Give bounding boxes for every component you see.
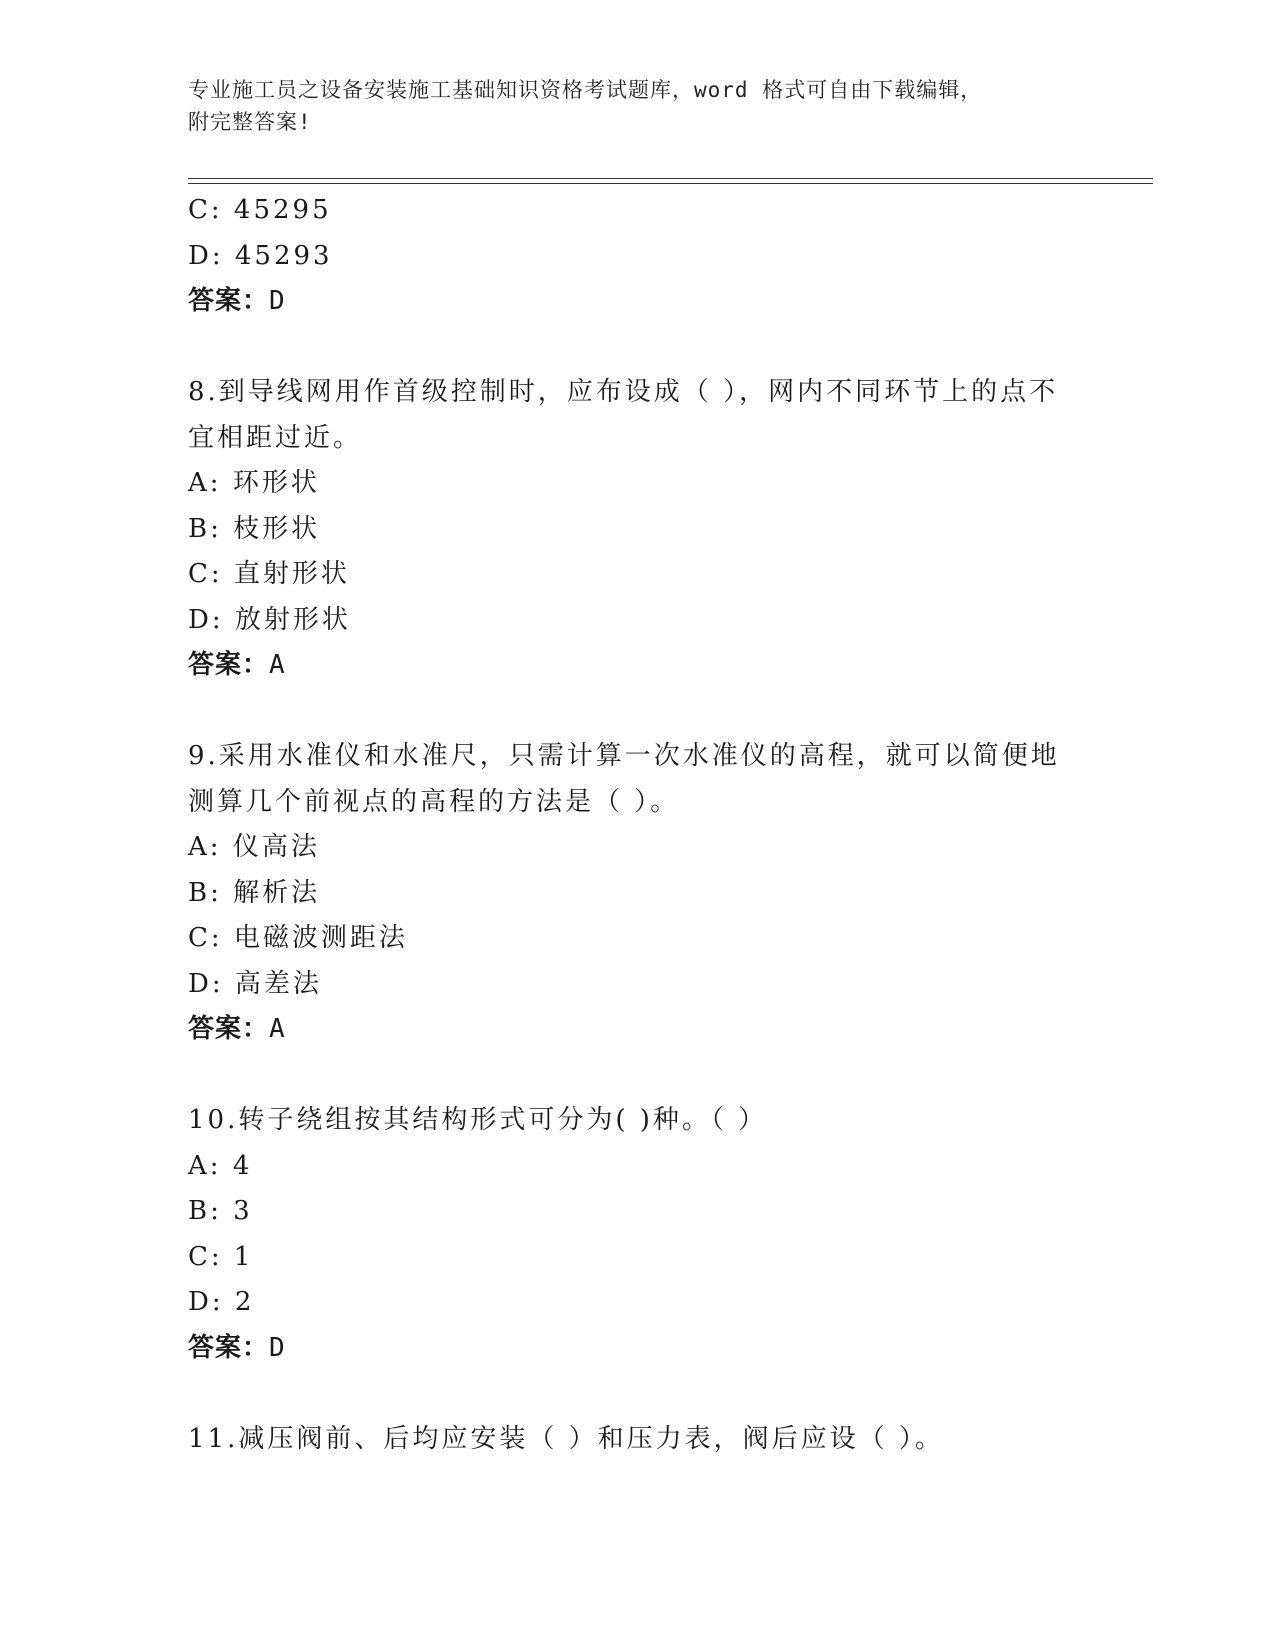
option-label: A:	[188, 1150, 233, 1181]
option-c	[188, 1235, 1088, 1281]
option-c	[188, 916, 1088, 962]
option-c	[188, 552, 1088, 598]
option-text: 环形状	[232, 468, 320, 498]
answer-value: D	[269, 1332, 286, 1363]
answer-line	[188, 1326, 1088, 1372]
option-b	[188, 1189, 1088, 1235]
answer-label: 答案：	[188, 650, 270, 680]
option-label: B:	[188, 1196, 234, 1226]
page-header	[188, 74, 1088, 138]
option-label: C:	[188, 195, 234, 225]
option-label: D:	[188, 968, 235, 999]
option-b	[188, 871, 1088, 917]
answer-value: D	[269, 286, 286, 316]
answer-line	[188, 643, 1088, 689]
header-line-1: 专业施工员之设备安装施工基础知识资格考试题库，word 格式可自由下载编辑，	[188, 78, 983, 102]
option-text: 解析法	[233, 877, 321, 908]
answer-label: 答案：	[188, 1332, 270, 1363]
option-text: 45293	[234, 240, 333, 271]
option-a	[188, 461, 1088, 507]
question-stem-line-2: 宜相距过近。	[188, 422, 363, 453]
question-9	[188, 734, 1088, 1053]
header-divider-bottom	[188, 183, 1153, 184]
option-text: 仪高法	[232, 832, 320, 862]
option-label: D:	[188, 1287, 235, 1317]
option-label: C:	[188, 923, 234, 953]
option-label: C:	[188, 559, 234, 589]
option-label: A:	[188, 468, 233, 498]
answer-value: A	[269, 650, 286, 680]
question-stem-line-1: 9.采用水准仪和水准尺，只需计算一次水准仪的高程，就可以简便地	[188, 741, 1060, 771]
answer-line	[188, 1007, 1088, 1053]
option-label: D:	[188, 240, 235, 271]
option-text: 高差法	[234, 968, 322, 999]
option-a	[188, 1144, 1088, 1190]
question-8	[188, 370, 1088, 689]
answer-label: 答案：	[188, 286, 270, 316]
option-text: 4	[232, 1150, 253, 1181]
option-d	[188, 1280, 1088, 1326]
option-label: A:	[188, 832, 233, 862]
spacer	[188, 689, 1088, 735]
option-text: 直射形状	[233, 559, 350, 589]
question-11	[188, 1417, 1088, 1463]
question-10	[188, 1098, 1088, 1371]
question-content	[188, 188, 1088, 1462]
question-7-tail	[188, 188, 1088, 325]
header-line-2: 附完整答案!	[188, 110, 312, 134]
option-text: 2	[234, 1287, 255, 1317]
option-a	[188, 825, 1088, 871]
question-stem-line-1: 11.减压阀前、后均应安装（ ）和压力表，阀后应设（ ）。	[188, 1423, 944, 1454]
question-stem-line-1: 10.转子绕组按其结构形式可分为( )种。（ ）	[188, 1105, 768, 1135]
option-d	[188, 962, 1088, 1008]
answer-value: A	[269, 1014, 286, 1044]
option-d	[188, 598, 1088, 644]
answer-line	[188, 279, 1088, 325]
option-b	[188, 507, 1088, 553]
answer-label: 答案：	[188, 1014, 270, 1044]
option-label: B:	[188, 877, 234, 908]
question-stem-line-2: 测算几个前视点的高程的方法是（ ）。	[188, 786, 680, 817]
option-label: C:	[188, 1241, 234, 1272]
option-c	[188, 188, 1088, 234]
option-text: 3	[233, 1196, 253, 1226]
question-stem-line-1: 8.到导线网用作首级控制时，应布设成（ ），网内不同环节上的点不	[188, 377, 1059, 407]
option-text: 电磁波测距法	[233, 923, 408, 953]
option-label: B:	[188, 513, 234, 544]
spacer	[188, 1053, 1088, 1099]
option-text: 45295	[233, 195, 332, 225]
spacer	[188, 1371, 1088, 1417]
option-d	[188, 234, 1088, 280]
option-label: D:	[188, 604, 235, 635]
option-text: 放射形状	[234, 604, 351, 635]
option-text: 1	[233, 1241, 254, 1272]
option-text: 枝形状	[233, 513, 321, 544]
spacer	[188, 325, 1088, 371]
header-divider-top	[188, 178, 1153, 179]
